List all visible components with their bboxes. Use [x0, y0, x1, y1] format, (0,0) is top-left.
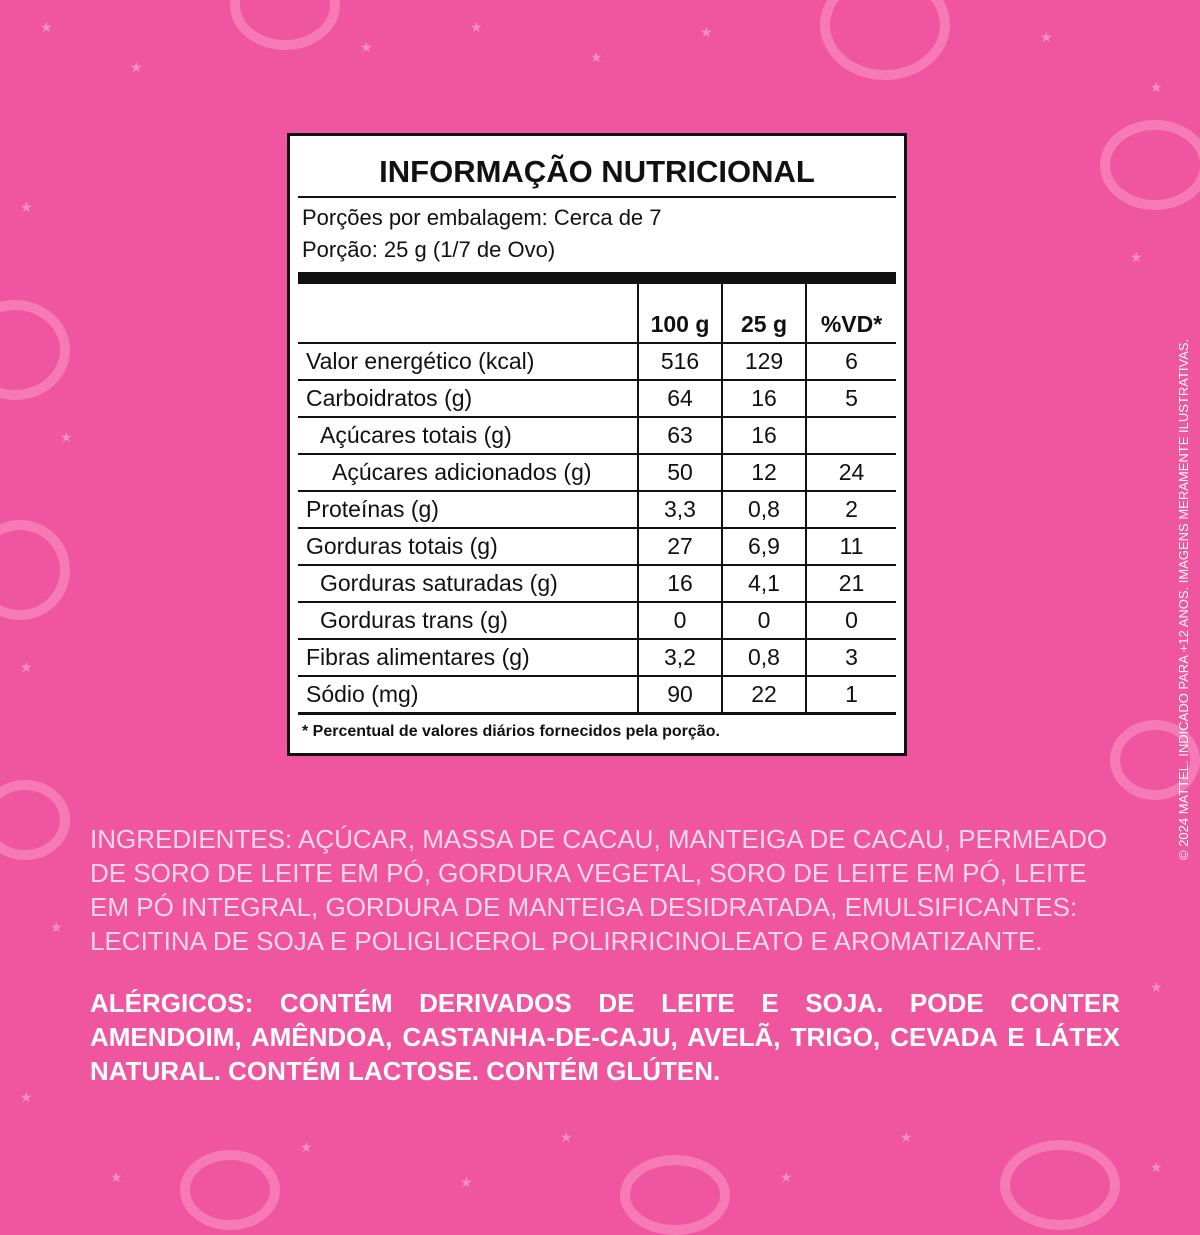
pattern-shape — [180, 1150, 280, 1230]
nutrient-label: Proteínas (g) — [298, 491, 638, 528]
value-25g: 4,1 — [722, 565, 806, 602]
pattern-shape — [0, 780, 70, 860]
nutrient-label: Açúcares totais (g) — [298, 417, 638, 454]
copyright-note: © 2024 MATTEL. INDICADO PARA +12 ANOS. IMAGENS MERAMENTE ILUSTRATIVAS. — [1176, 338, 1191, 860]
star-icon: ★ — [50, 919, 63, 935]
star-icon: ★ — [40, 19, 53, 35]
value-vd: 5 — [806, 380, 896, 417]
nutrient-label: Sódio (mg) — [298, 676, 638, 714]
pattern-shape — [1100, 120, 1200, 210]
value-25g: 12 — [722, 454, 806, 491]
column-header-row — [298, 284, 896, 343]
star-icon: ★ — [780, 1169, 793, 1185]
table-row — [298, 454, 896, 491]
star-icon: ★ — [560, 1129, 573, 1145]
value-100g: 3,2 — [638, 639, 722, 676]
nutrition-facts-table — [287, 133, 907, 756]
ingredients-text: INGREDIENTES: AÇÚCAR, MASSA DE CACAU, MANTEIGA DE CACAU, PERMEADO DE SORO DE LEITE EM PÓ, GORDURA VEGETAL, SORO DE LEITE EM PÓ, LEITE EM PÓ INTEGRAL, GORDURA DE MANTEIGA DESIDRATADA, EMULSIFICANTES: LECITINA DE SOJA E POLIGLICEROL POLIRRICINOLEATO E AROMATIZANTE. — [90, 824, 1108, 956]
table-row — [298, 528, 896, 565]
value-25g: 0,8 — [722, 491, 806, 528]
nutrition-title: INFORMAÇÃO NUTRICIONAL — [298, 136, 896, 198]
star-icon: ★ — [470, 19, 483, 35]
value-100g: 27 — [638, 528, 722, 565]
star-icon: ★ — [20, 659, 33, 675]
value-25g: 0 — [722, 602, 806, 639]
value-25g: 0,8 — [722, 639, 806, 676]
pattern-shape — [1000, 1140, 1120, 1230]
star-icon: ★ — [1130, 249, 1143, 265]
star-icon: ★ — [60, 429, 73, 445]
star-icon: ★ — [1150, 1159, 1163, 1175]
table-row — [298, 417, 896, 454]
star-icon: ★ — [590, 49, 603, 65]
pattern-shape — [0, 520, 70, 620]
nutrient-grid — [298, 284, 896, 715]
nutrient-label: Carboidratos (g) — [298, 380, 638, 417]
value-25g: 129 — [722, 343, 806, 380]
star-icon: ★ — [1150, 979, 1163, 995]
pattern-shape — [0, 300, 70, 400]
star-icon: ★ — [20, 1089, 33, 1105]
value-vd: 1 — [806, 676, 896, 714]
value-vd: 6 — [806, 343, 896, 380]
allergens-text: ALÉRGICOS: CONTÉM DERIVADOS DE LEITE E SOJA. PODE CONTER AMENDOIM, AMÊNDOA, CASTANHA-DE-CAJU, AVELÃ, TRIGO, CEVADA E LÁTEX NATURAL. CONTÉM LACTOSE. CONTÉM GLÚTEN. — [90, 988, 1120, 1086]
value-vd: 11 — [806, 528, 896, 565]
pattern-shape — [620, 1155, 730, 1235]
value-100g: 16 — [638, 565, 722, 602]
value-100g: 0 — [638, 602, 722, 639]
star-icon: ★ — [1040, 29, 1053, 45]
value-100g: 63 — [638, 417, 722, 454]
value-vd: 2 — [806, 491, 896, 528]
nutrient-label: Gorduras totais (g) — [298, 528, 638, 565]
value-25g: 16 — [722, 380, 806, 417]
star-icon: ★ — [110, 1169, 123, 1185]
star-icon: ★ — [700, 24, 713, 40]
nutrient-label: Açúcares adicionados (g) — [298, 454, 638, 491]
table-row — [298, 602, 896, 639]
star-icon: ★ — [1150, 79, 1163, 95]
header-empty — [298, 284, 638, 343]
table-row — [298, 491, 896, 528]
table-row — [298, 639, 896, 676]
thick-divider — [298, 272, 896, 284]
value-100g: 3,3 — [638, 491, 722, 528]
value-25g: 16 — [722, 417, 806, 454]
value-25g: 22 — [722, 676, 806, 714]
value-100g: 516 — [638, 343, 722, 380]
star-icon: ★ — [360, 39, 373, 55]
value-100g: 64 — [638, 380, 722, 417]
nutrient-label: Fibras alimentares (g) — [298, 639, 638, 676]
serving-size: Porção: 25 g (1/7 de Ovo) — [302, 237, 556, 262]
value-vd: 24 — [806, 454, 896, 491]
value-vd: 21 — [806, 565, 896, 602]
value-vd: 3 — [806, 639, 896, 676]
table-row — [298, 343, 896, 380]
value-vd: 0 — [806, 602, 896, 639]
servings-per-package: Porções por embalagem: Cerca de 7 — [302, 205, 662, 230]
star-icon: ★ — [460, 1174, 473, 1190]
value-vd — [806, 417, 896, 454]
value-100g: 50 — [638, 454, 722, 491]
table-row — [298, 676, 896, 714]
column-header: 100 g — [638, 284, 722, 343]
table-row — [298, 380, 896, 417]
nutrition-footnote: * Percentual de valores diários fornecidos pela porção. — [302, 723, 720, 740]
pattern-shape — [230, 0, 340, 50]
value-25g: 6,9 — [722, 528, 806, 565]
nutrient-label: Valor energético (kcal) — [298, 343, 638, 380]
star-icon: ★ — [20, 199, 33, 215]
table-row — [298, 565, 896, 602]
pattern-shape — [820, 0, 950, 80]
column-header: 25 g — [722, 284, 806, 343]
star-icon: ★ — [900, 1129, 913, 1145]
column-header: %VD* — [806, 284, 896, 343]
nutrient-label: Gorduras trans (g) — [298, 602, 638, 639]
star-icon: ★ — [130, 59, 143, 75]
value-100g: 90 — [638, 676, 722, 714]
nutrient-label: Gorduras saturadas (g) — [298, 565, 638, 602]
star-icon: ★ — [300, 1139, 313, 1155]
